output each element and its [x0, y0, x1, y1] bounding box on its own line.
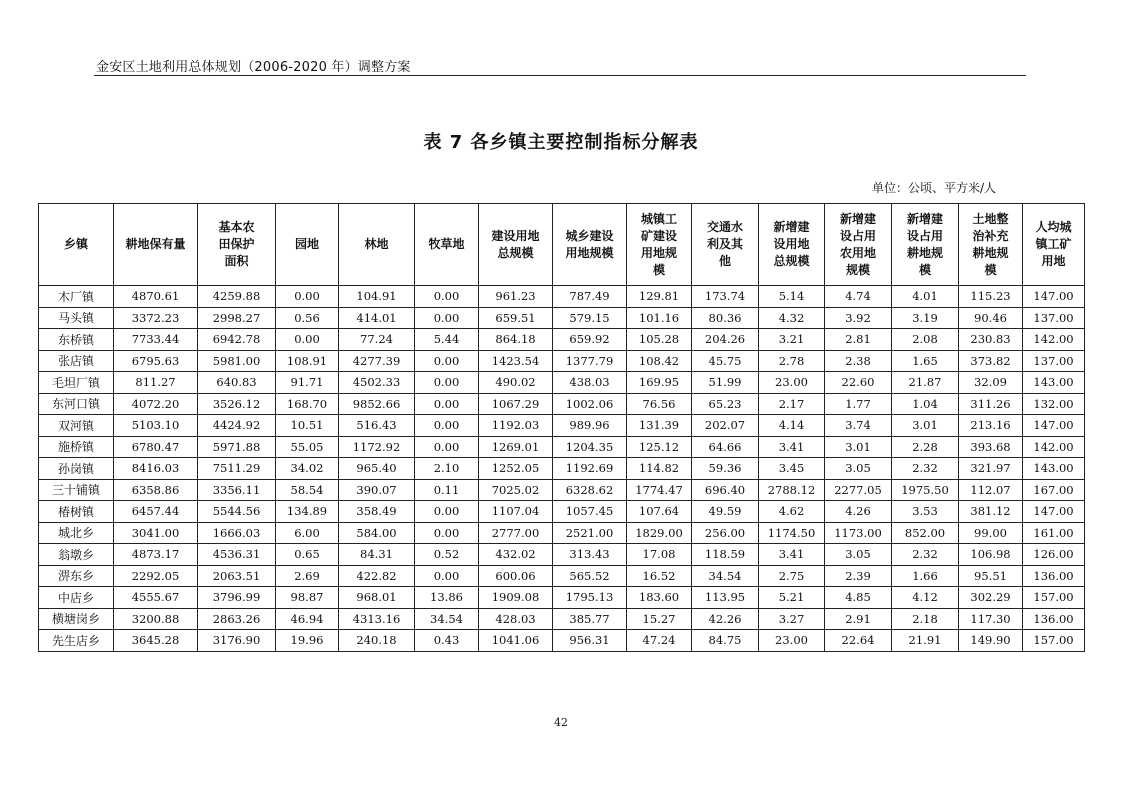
page-header: 金安区土地利用总体规划（2006-2020 年）调整方案 — [96, 60, 411, 75]
header-divider — [94, 75, 1026, 76]
col-header-urban-rural: 城乡建设用地规模 — [553, 204, 627, 286]
value-cell: 1204.35 — [553, 436, 627, 458]
value-cell: 5971.88 — [198, 436, 276, 458]
value-cell: 91.71 — [276, 372, 339, 394]
value-cell: 2.75 — [759, 565, 825, 587]
value-cell: 202.07 — [692, 415, 759, 437]
value-cell: 7733.44 — [114, 329, 198, 351]
value-cell: 961.23 — [479, 286, 553, 308]
value-cell: 600.06 — [479, 565, 553, 587]
value-cell: 3.05 — [825, 544, 892, 566]
table-row — [39, 565, 1085, 587]
value-cell: 414.01 — [339, 307, 415, 329]
value-cell: 490.02 — [479, 372, 553, 394]
value-cell: 659.92 — [553, 329, 627, 351]
town-name-cell: 毛坦厂镇 — [39, 372, 114, 394]
value-cell: 321.97 — [959, 458, 1023, 480]
col-header-new-construction: 新增建设用地总规模 — [759, 204, 825, 286]
value-cell: 2777.00 — [479, 522, 553, 544]
value-cell: 5544.56 — [198, 501, 276, 523]
col-header-town-mining: 城镇工矿建设用地规模 — [627, 204, 692, 286]
value-cell: 640.83 — [198, 372, 276, 394]
value-cell: 1192.03 — [479, 415, 553, 437]
value-cell: 173.74 — [692, 286, 759, 308]
value-cell: 129.81 — [627, 286, 692, 308]
value-cell: 432.02 — [479, 544, 553, 566]
table-row — [39, 307, 1085, 329]
value-cell: 4873.17 — [114, 544, 198, 566]
value-cell: 168.70 — [276, 393, 339, 415]
value-cell: 1795.13 — [553, 587, 627, 609]
value-cell: 3356.11 — [198, 479, 276, 501]
value-cell: 147.00 — [1023, 501, 1085, 523]
value-cell: 0.00 — [415, 350, 479, 372]
value-cell: 2.10 — [415, 458, 479, 480]
town-name-cell: 施桥镇 — [39, 436, 114, 458]
value-cell: 105.28 — [627, 329, 692, 351]
value-cell: 6795.63 — [114, 350, 198, 372]
table-row — [39, 350, 1085, 372]
value-cell: 84.75 — [692, 630, 759, 652]
value-cell: 2.81 — [825, 329, 892, 351]
value-cell: 1067.29 — [479, 393, 553, 415]
value-cell: 101.16 — [627, 307, 692, 329]
value-cell: 19.96 — [276, 630, 339, 652]
value-cell: 584.00 — [339, 522, 415, 544]
value-cell: 3.53 — [892, 501, 959, 523]
table-header-row — [39, 204, 1085, 286]
value-cell: 147.00 — [1023, 286, 1085, 308]
value-cell: 34.54 — [415, 608, 479, 630]
value-cell: 95.51 — [959, 565, 1023, 587]
unit-label: 单位：公顷、平方米/人 — [871, 181, 996, 195]
value-cell: 112.07 — [959, 479, 1023, 501]
value-cell: 4870.61 — [114, 286, 198, 308]
value-cell: 358.49 — [339, 501, 415, 523]
value-cell: 5.14 — [759, 286, 825, 308]
value-cell: 1269.01 — [479, 436, 553, 458]
value-cell: 3796.99 — [198, 587, 276, 609]
value-cell: 2.18 — [892, 608, 959, 630]
town-name-cell: 东河口镇 — [39, 393, 114, 415]
town-name-cell: 城北乡 — [39, 522, 114, 544]
value-cell: 1172.92 — [339, 436, 415, 458]
value-cell: 137.00 — [1023, 307, 1085, 329]
table-row — [39, 393, 1085, 415]
value-cell: 3.01 — [825, 436, 892, 458]
value-cell: 125.12 — [627, 436, 692, 458]
value-cell: 4072.20 — [114, 393, 198, 415]
town-name-cell: 先生店乡 — [39, 630, 114, 652]
value-cell: 76.56 — [627, 393, 692, 415]
town-name-cell: 木厂镇 — [39, 286, 114, 308]
value-cell: 579.15 — [553, 307, 627, 329]
value-cell: 3200.88 — [114, 608, 198, 630]
value-cell: 32.09 — [959, 372, 1023, 394]
value-cell: 2.69 — [276, 565, 339, 587]
table-row — [39, 608, 1085, 630]
value-cell: 4555.67 — [114, 587, 198, 609]
value-cell: 256.00 — [692, 522, 759, 544]
value-cell: 8416.03 — [114, 458, 198, 480]
value-cell: 0.00 — [415, 565, 479, 587]
table-body — [39, 286, 1085, 652]
value-cell: 3.05 — [825, 458, 892, 480]
value-cell: 6780.47 — [114, 436, 198, 458]
value-cell: 118.59 — [692, 544, 759, 566]
col-header-garden: 园地 — [276, 204, 339, 286]
value-cell: 1107.04 — [479, 501, 553, 523]
col-header-new-agri: 新增建设占用农用地规模 — [825, 204, 892, 286]
value-cell: 659.51 — [479, 307, 553, 329]
value-cell: 64.66 — [692, 436, 759, 458]
value-cell: 1173.00 — [825, 522, 892, 544]
value-cell: 2277.05 — [825, 479, 892, 501]
value-cell: 149.90 — [959, 630, 1023, 652]
value-cell: 956.31 — [553, 630, 627, 652]
town-name-cell: 双河镇 — [39, 415, 114, 437]
value-cell: 3.27 — [759, 608, 825, 630]
value-cell: 4313.16 — [339, 608, 415, 630]
value-cell: 157.00 — [1023, 587, 1085, 609]
value-cell: 0.00 — [415, 415, 479, 437]
value-cell: 516.43 — [339, 415, 415, 437]
value-cell: 47.24 — [627, 630, 692, 652]
town-name-cell: 中店乡 — [39, 587, 114, 609]
table-row — [39, 501, 1085, 523]
value-cell: 0.00 — [415, 522, 479, 544]
value-cell: 5.21 — [759, 587, 825, 609]
value-cell: 114.82 — [627, 458, 692, 480]
value-cell: 126.00 — [1023, 544, 1085, 566]
value-cell: 4.26 — [825, 501, 892, 523]
value-cell: 4.74 — [825, 286, 892, 308]
col-header-new-cultivated: 新增建设占用耕地规模 — [892, 204, 959, 286]
value-cell: 2063.51 — [198, 565, 276, 587]
table-row — [39, 415, 1085, 437]
value-cell: 2.39 — [825, 565, 892, 587]
value-cell: 3.92 — [825, 307, 892, 329]
value-cell: 313.43 — [553, 544, 627, 566]
value-cell: 4536.31 — [198, 544, 276, 566]
value-cell: 6942.78 — [198, 329, 276, 351]
value-cell: 46.94 — [276, 608, 339, 630]
value-cell: 3.45 — [759, 458, 825, 480]
value-cell: 2.32 — [892, 458, 959, 480]
value-cell: 965.40 — [339, 458, 415, 480]
col-header-town: 乡镇 — [39, 204, 114, 286]
table-row — [39, 372, 1085, 394]
value-cell: 204.26 — [692, 329, 759, 351]
value-cell: 0.11 — [415, 479, 479, 501]
value-cell: 22.60 — [825, 372, 892, 394]
value-cell: 34.54 — [692, 565, 759, 587]
table-row — [39, 436, 1085, 458]
value-cell: 1041.06 — [479, 630, 553, 652]
value-cell: 15.27 — [627, 608, 692, 630]
value-cell: 117.30 — [959, 608, 1023, 630]
value-cell: 3041.00 — [114, 522, 198, 544]
value-cell: 565.52 — [553, 565, 627, 587]
value-cell: 1377.79 — [553, 350, 627, 372]
indicator-table — [38, 203, 1085, 652]
value-cell: 6.00 — [276, 522, 339, 544]
value-cell: 23.00 — [759, 630, 825, 652]
value-cell: 393.68 — [959, 436, 1023, 458]
value-cell: 58.54 — [276, 479, 339, 501]
value-cell: 2.17 — [759, 393, 825, 415]
value-cell: 115.23 — [959, 286, 1023, 308]
value-cell: 4.85 — [825, 587, 892, 609]
value-cell: 1252.05 — [479, 458, 553, 480]
value-cell: 104.91 — [339, 286, 415, 308]
value-cell: 428.03 — [479, 608, 553, 630]
value-cell: 10.51 — [276, 415, 339, 437]
value-cell: 0.00 — [415, 393, 479, 415]
value-cell: 157.00 — [1023, 630, 1085, 652]
value-cell: 6358.86 — [114, 479, 198, 501]
value-cell: 1057.45 — [553, 501, 627, 523]
col-header-basic-farmland: 基本农田保护面积 — [198, 204, 276, 286]
value-cell: 1.77 — [825, 393, 892, 415]
value-cell: 4.32 — [759, 307, 825, 329]
value-cell: 5103.10 — [114, 415, 198, 437]
value-cell: 108.91 — [276, 350, 339, 372]
value-cell: 3372.23 — [114, 307, 198, 329]
value-cell: 21.91 — [892, 630, 959, 652]
value-cell: 302.29 — [959, 587, 1023, 609]
value-cell: 0.00 — [415, 286, 479, 308]
value-cell: 99.00 — [959, 522, 1023, 544]
value-cell: 3.41 — [759, 436, 825, 458]
value-cell: 6457.44 — [114, 501, 198, 523]
town-name-cell: 横塘岗乡 — [39, 608, 114, 630]
town-name-cell: 马头镇 — [39, 307, 114, 329]
value-cell: 852.00 — [892, 522, 959, 544]
value-cell: 1002.06 — [553, 393, 627, 415]
value-cell: 4.62 — [759, 501, 825, 523]
value-cell: 90.46 — [959, 307, 1023, 329]
value-cell: 3.01 — [892, 415, 959, 437]
town-name-cell: 张店镇 — [39, 350, 114, 372]
value-cell: 3526.12 — [198, 393, 276, 415]
value-cell: 213.16 — [959, 415, 1023, 437]
value-cell: 4.14 — [759, 415, 825, 437]
value-cell: 137.00 — [1023, 350, 1085, 372]
table-row — [39, 544, 1085, 566]
value-cell: 84.31 — [339, 544, 415, 566]
value-cell: 3645.28 — [114, 630, 198, 652]
value-cell: 98.87 — [276, 587, 339, 609]
value-cell: 34.02 — [276, 458, 339, 480]
value-cell: 385.77 — [553, 608, 627, 630]
value-cell: 0.00 — [415, 372, 479, 394]
value-cell: 2292.05 — [114, 565, 198, 587]
value-cell: 2.32 — [892, 544, 959, 566]
value-cell: 4502.33 — [339, 372, 415, 394]
value-cell: 1774.47 — [627, 479, 692, 501]
value-cell: 4277.39 — [339, 350, 415, 372]
value-cell: 49.59 — [692, 501, 759, 523]
table-row — [39, 286, 1085, 308]
town-name-cell: 孙岗镇 — [39, 458, 114, 480]
value-cell: 5981.00 — [198, 350, 276, 372]
value-cell: 438.03 — [553, 372, 627, 394]
col-header-cultivated-land: 耕地保有量 — [114, 204, 198, 286]
value-cell: 2998.27 — [198, 307, 276, 329]
value-cell: 108.42 — [627, 350, 692, 372]
value-cell: 147.00 — [1023, 415, 1085, 437]
value-cell: 183.60 — [627, 587, 692, 609]
town-name-cell: 三十铺镇 — [39, 479, 114, 501]
value-cell: 1.65 — [892, 350, 959, 372]
value-cell: 230.83 — [959, 329, 1023, 351]
value-cell: 80.36 — [692, 307, 759, 329]
value-cell: 373.82 — [959, 350, 1023, 372]
value-cell: 864.18 — [479, 329, 553, 351]
value-cell: 132.00 — [1023, 393, 1085, 415]
value-cell: 21.87 — [892, 372, 959, 394]
value-cell: 0.00 — [415, 307, 479, 329]
value-cell: 2.91 — [825, 608, 892, 630]
col-header-remediation: 土地整治补充耕地规模 — [959, 204, 1023, 286]
value-cell: 989.96 — [553, 415, 627, 437]
town-name-cell: 东桥镇 — [39, 329, 114, 351]
value-cell: 77.24 — [339, 329, 415, 351]
value-cell: 2.78 — [759, 350, 825, 372]
value-cell: 968.01 — [339, 587, 415, 609]
value-cell: 787.49 — [553, 286, 627, 308]
page-number: 42 — [554, 716, 568, 729]
value-cell: 2.28 — [892, 436, 959, 458]
value-cell: 1.66 — [892, 565, 959, 587]
value-cell: 0.00 — [415, 436, 479, 458]
value-cell: 4424.92 — [198, 415, 276, 437]
value-cell: 7511.29 — [198, 458, 276, 480]
value-cell: 17.08 — [627, 544, 692, 566]
table-row — [39, 630, 1085, 652]
value-cell: 311.26 — [959, 393, 1023, 415]
value-cell: 167.00 — [1023, 479, 1085, 501]
col-header-per-capita: 人均城镇工矿用地 — [1023, 204, 1085, 286]
value-cell: 390.07 — [339, 479, 415, 501]
value-cell: 161.00 — [1023, 522, 1085, 544]
table-row — [39, 329, 1085, 351]
value-cell: 136.00 — [1023, 608, 1085, 630]
value-cell: 2863.26 — [198, 608, 276, 630]
value-cell: 1975.50 — [892, 479, 959, 501]
value-cell: 0.00 — [276, 329, 339, 351]
value-cell: 1829.00 — [627, 522, 692, 544]
value-cell: 1909.08 — [479, 587, 553, 609]
table-row — [39, 479, 1085, 501]
value-cell: 131.39 — [627, 415, 692, 437]
value-cell: 4.12 — [892, 587, 959, 609]
value-cell: 2788.12 — [759, 479, 825, 501]
value-cell: 1174.50 — [759, 522, 825, 544]
value-cell: 2521.00 — [553, 522, 627, 544]
value-cell: 65.23 — [692, 393, 759, 415]
value-cell: 107.64 — [627, 501, 692, 523]
value-cell: 0.00 — [276, 286, 339, 308]
value-cell: 169.95 — [627, 372, 692, 394]
value-cell: 0.43 — [415, 630, 479, 652]
town-name-cell: 翁墩乡 — [39, 544, 114, 566]
value-cell: 2.38 — [825, 350, 892, 372]
value-cell: 3.74 — [825, 415, 892, 437]
table-row — [39, 458, 1085, 480]
value-cell: 240.18 — [339, 630, 415, 652]
value-cell: 142.00 — [1023, 436, 1085, 458]
value-cell: 696.40 — [692, 479, 759, 501]
value-cell: 1.04 — [892, 393, 959, 415]
value-cell: 106.98 — [959, 544, 1023, 566]
value-cell: 3.41 — [759, 544, 825, 566]
value-cell: 51.99 — [692, 372, 759, 394]
value-cell: 45.75 — [692, 350, 759, 372]
value-cell: 1192.69 — [553, 458, 627, 480]
table-title: 表 7 各乡镇主要控制指标分解表 — [423, 132, 699, 153]
town-name-cell: 淠东乡 — [39, 565, 114, 587]
value-cell: 5.44 — [415, 329, 479, 351]
value-cell: 3.19 — [892, 307, 959, 329]
value-cell: 16.52 — [627, 565, 692, 587]
col-header-grassland: 牧草地 — [415, 204, 479, 286]
value-cell: 381.12 — [959, 501, 1023, 523]
value-cell: 7025.02 — [479, 479, 553, 501]
value-cell: 143.00 — [1023, 458, 1085, 480]
value-cell: 23.00 — [759, 372, 825, 394]
col-header-construction-total: 建设用地总规模 — [479, 204, 553, 286]
table-row — [39, 522, 1085, 544]
value-cell: 42.26 — [692, 608, 759, 630]
value-cell: 59.36 — [692, 458, 759, 480]
value-cell: 136.00 — [1023, 565, 1085, 587]
value-cell: 113.95 — [692, 587, 759, 609]
value-cell: 3176.90 — [198, 630, 276, 652]
value-cell: 1423.54 — [479, 350, 553, 372]
value-cell: 0.52 — [415, 544, 479, 566]
value-cell: 6328.62 — [553, 479, 627, 501]
value-cell: 142.00 — [1023, 329, 1085, 351]
value-cell: 2.08 — [892, 329, 959, 351]
value-cell: 4.01 — [892, 286, 959, 308]
value-cell: 422.82 — [339, 565, 415, 587]
value-cell: 1666.03 — [198, 522, 276, 544]
town-name-cell: 椿树镇 — [39, 501, 114, 523]
value-cell: 13.86 — [415, 587, 479, 609]
value-cell: 134.89 — [276, 501, 339, 523]
value-cell: 22.64 — [825, 630, 892, 652]
value-cell: 55.05 — [276, 436, 339, 458]
col-header-transport-water: 交通水利及其他 — [692, 204, 759, 286]
table-row — [39, 587, 1085, 609]
col-header-forest: 林地 — [339, 204, 415, 286]
value-cell: 3.21 — [759, 329, 825, 351]
value-cell: 811.27 — [114, 372, 198, 394]
value-cell: 0.00 — [415, 501, 479, 523]
value-cell: 143.00 — [1023, 372, 1085, 394]
value-cell: 9852.66 — [339, 393, 415, 415]
value-cell: 0.56 — [276, 307, 339, 329]
value-cell: 4259.88 — [198, 286, 276, 308]
value-cell: 0.65 — [276, 544, 339, 566]
